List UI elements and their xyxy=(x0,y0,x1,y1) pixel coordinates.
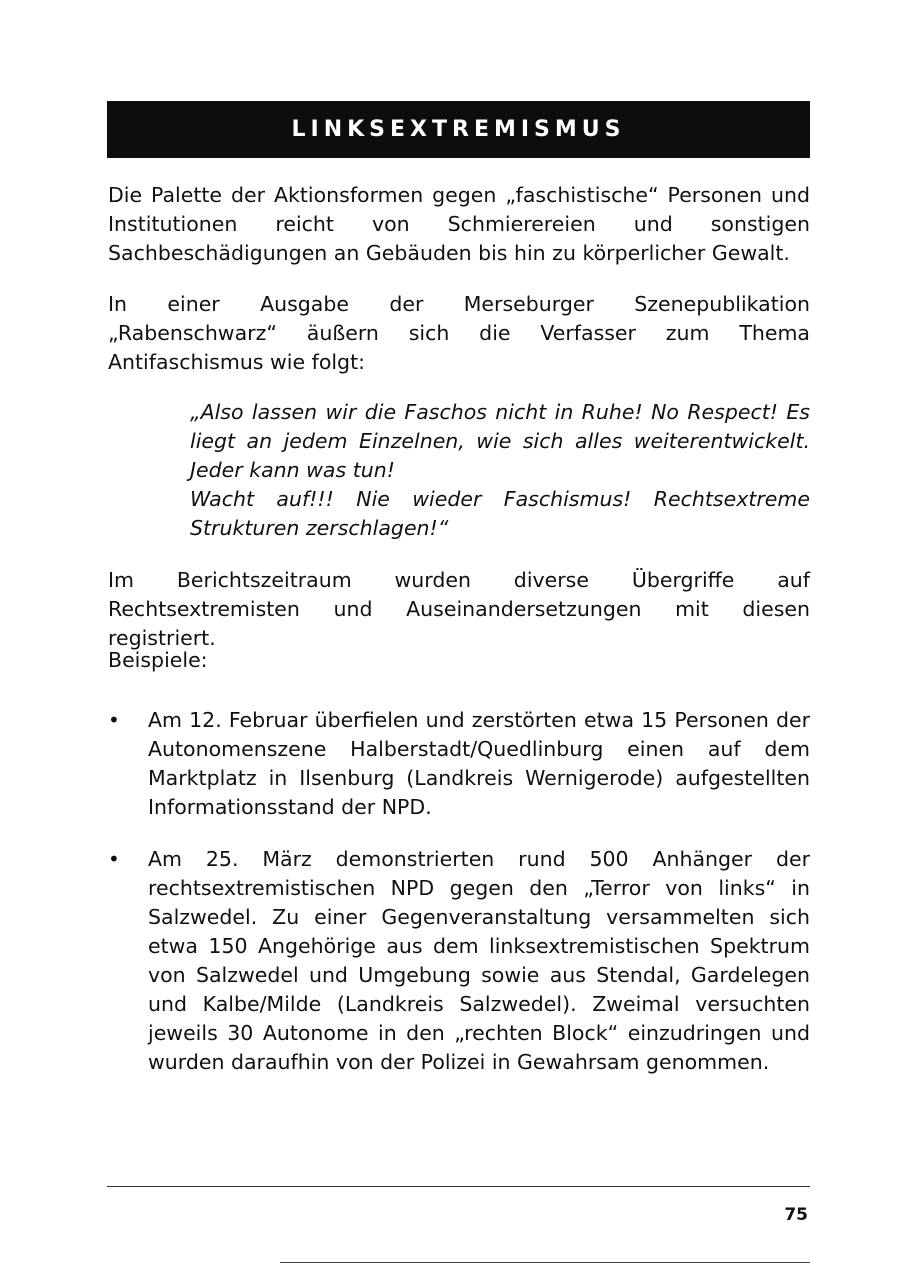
bullet-icon: • xyxy=(108,708,120,732)
section-title: LINKSEXTREMISMUS xyxy=(291,117,626,142)
paragraph-incidents: Im Berichtszeitraum wurden diverse Übergriffe auf Rechtsextremisten und Auseinandersetzungen mit diesen registriert. xyxy=(108,568,810,650)
quote-line: Wacht auf!!! Nie wieder Faschismus! Rechtsextreme Strukturen zerschlagen!“ xyxy=(190,487,810,540)
paragraph-examples-label: Beispiele: xyxy=(108,648,208,672)
footer-divider xyxy=(107,1186,810,1187)
list-item xyxy=(108,845,810,1077)
list-item-text: Am 25. März demonstrierten rund 500 Anhänger der rechtsextremistischen NPD gegen den „Terror von links“ in Salzwedel. Zu einer Gegenveranstaltung versammelten sich etwa 150 Angehörige aus dem linksextremistischen Spektrum von Salzwedel und Umgebung sowie aus Stendal, Gardelegen und Kalbe/Milde (Landkreis Salzwedel). Zweimal versuchten jeweils 30 Autonome in den „rechten Block“ einzudringen und wurden daraufhin von der Polizei in Gewahrsam genommen. xyxy=(148,847,810,1074)
section-header-bar xyxy=(107,101,810,158)
paragraph-action-forms: Die Palette der Aktionsformen gegen „faschistische“ Personen und Institutionen reicht von Schmierereien und sonstigen Sachbeschädigungen an Gebäuden bis hin zu körperlicher Gewalt. xyxy=(108,183,810,265)
list-item-text: Am 12. Februar überfielen und zerstörten etwa 15 Personen der Autonomenszene Halberstadt/Quedlinburg einen auf dem Marktplatz in Ilsenburg (Landkreis Wernigerode) aufgestellten Informationsstand der NPD. xyxy=(148,708,810,819)
quote-line: „Also lassen wir die Faschos nicht in Ruhe! No Respect! Es liegt an jedem Einzelnen, wie sich alles weiterentwickelt. Jeder kann was tun! xyxy=(190,400,810,482)
list-item xyxy=(108,706,810,822)
bullet-icon: • xyxy=(108,847,120,871)
page-number: 75 xyxy=(784,1205,808,1225)
block-quote xyxy=(190,398,810,543)
bottom-divider xyxy=(280,1262,810,1263)
paragraph-publication-intro: In einer Ausgabe der Merseburger Szenepublikation „Rabenschwarz“ äußern sich die Verfasser zum Thema Antifaschismus wie folgt: xyxy=(108,292,810,374)
